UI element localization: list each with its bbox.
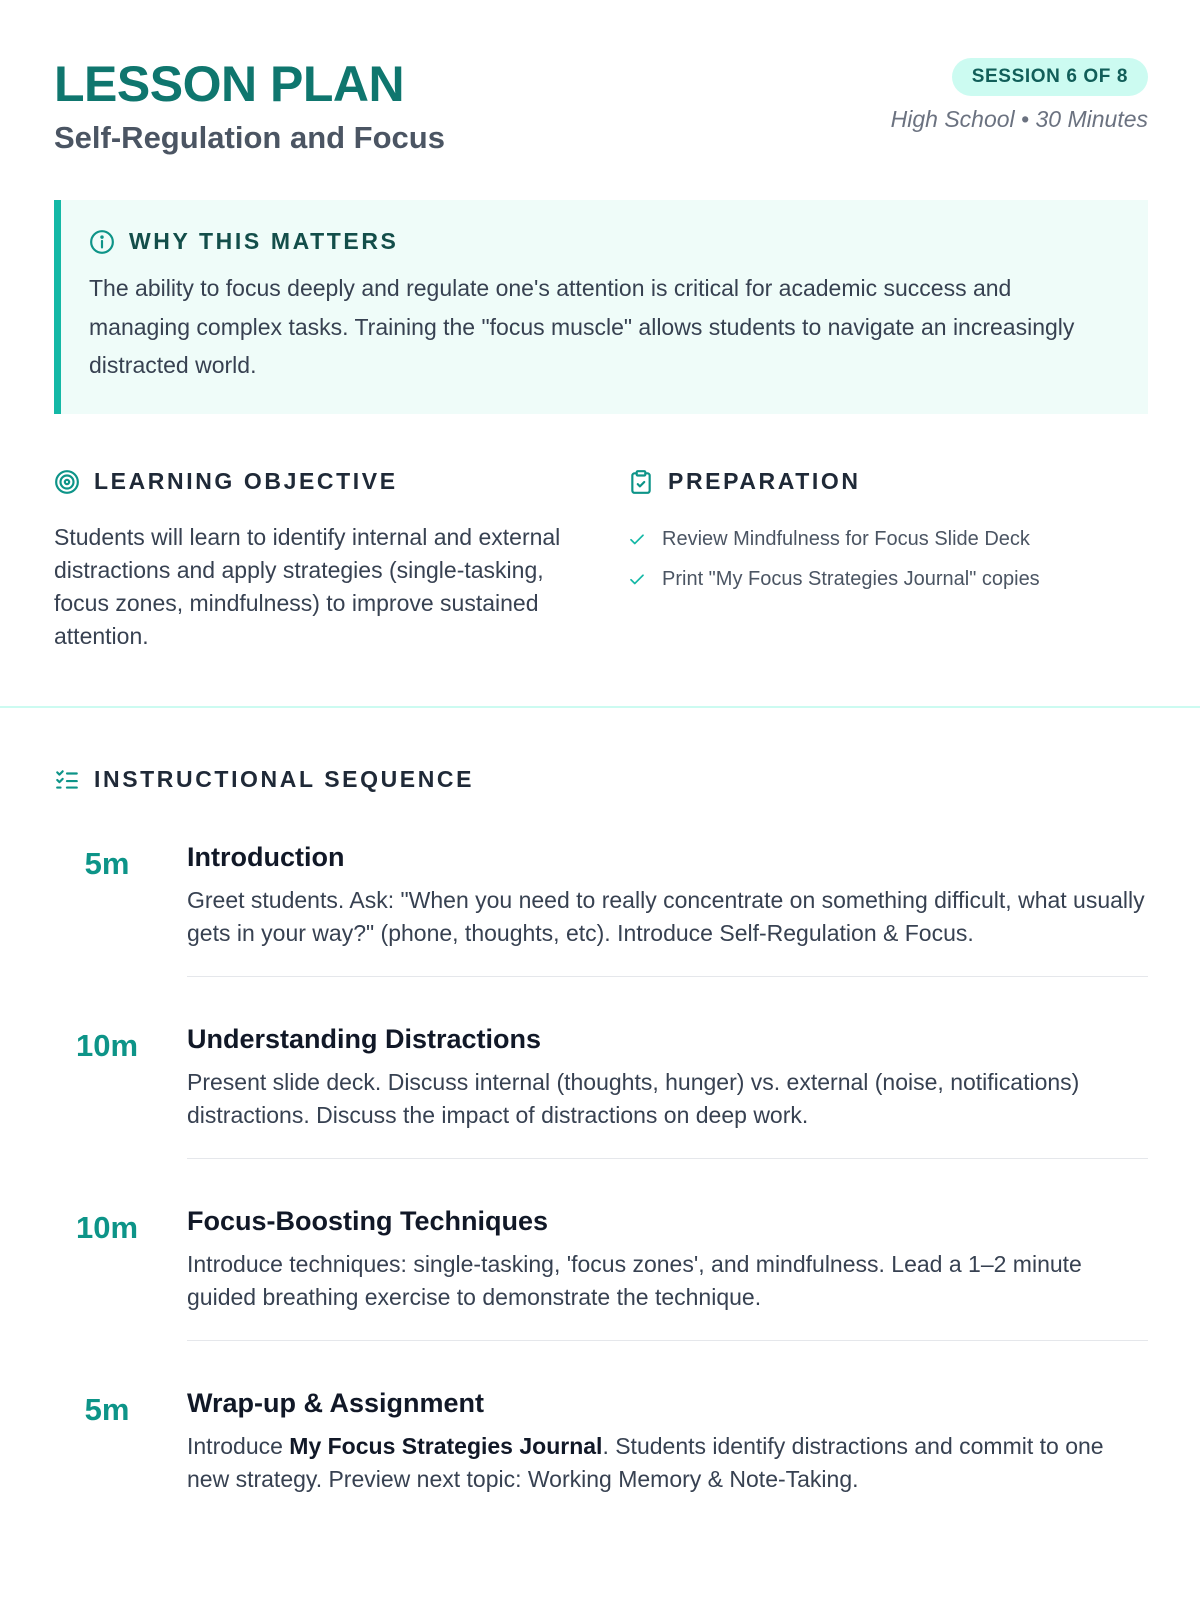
sequence-heading-row [54,766,474,793]
session-badge: SESSION 6 OF 8 [952,58,1148,96]
step-body [187,1204,1148,1314]
step-separator [187,1340,1148,1341]
audience-duration: High School • 30 Minutes [890,106,1148,132]
target-icon [54,469,80,495]
step-title: Introduction [187,842,345,872]
step-duration: 5m [84,846,130,881]
step-description: Present slide deck. Discuss internal (thoughts, hunger) vs. external (noise, notifications) distractions. Discuss the impact of distractions on deep work. [187,1069,1080,1128]
step-separator [187,1158,1148,1159]
sequence-step [54,1022,1148,1204]
step-description: Introduce techniques: single-tasking, 'focus zones', and mindfulness. Lead a 1–2 minute guided breathing exercise to demonstrate the technique. [187,1251,1082,1310]
step-body [187,1386,1148,1496]
objective-heading-row [54,468,574,495]
step-duration: 10m [75,1028,139,1063]
check-icon [628,570,646,588]
preparation-item [628,519,1148,559]
why-this-matters-panel [54,200,1148,414]
clipboard-check-icon [628,469,654,495]
step-duration: 10m [75,1210,139,1245]
step-title: Understanding Distractions [187,1024,542,1054]
preparation-item [628,559,1148,599]
sequence-step [54,1386,1148,1568]
why-heading: WHY THIS MATTERS [129,228,399,254]
preparation-heading-row [628,468,1148,495]
step-title: Wrap-up & Assignment [187,1388,485,1418]
learning-objective-section [54,468,574,653]
objective-heading: LEARNING OBJECTIVE [94,468,398,494]
objective-text: Students will learn to identify internal and external distractions and apply strategies (single-tasking, focus zones, mindfulness) to improve sustained attention. [54,524,561,649]
journal-name: My Focus Strategies Journal [289,1433,603,1459]
header [54,56,1148,166]
step-duration: 5m [84,1392,130,1427]
preparation-section [628,468,1148,599]
preparation-item-label: Review Mindfulness for Focus Slide Deck [662,528,1030,550]
checklist-icon [54,767,80,793]
step-title: Focus-Boosting Techniques [187,1206,549,1236]
check-icon [628,530,646,548]
step-description: Greet students. Ask: "When you need to really concentrate on something difficult, what usually gets in your way?" (phone, thoughts, etc). Introduce Self-Regulation & Focus. [187,887,1145,946]
step-body [187,1022,1148,1132]
preparation-heading: PREPARATION [668,468,861,494]
sequence-heading: INSTRUCTIONAL SEQUENCE [94,766,475,792]
preparation-list [628,519,1148,599]
step-body [187,840,1148,950]
sequence-step [54,1204,1148,1386]
step-description-text: Introduce [187,1433,290,1459]
sequence-step [54,840,1148,1022]
step-separator [187,976,1148,977]
info-icon [89,229,115,255]
session-meta [891,58,1148,133]
step-description [187,1430,1148,1496]
section-divider [0,706,1200,708]
why-heading-row [89,228,1118,255]
step-description-text: . Students identify distractions and commit to one new strategy. Preview next topic: Working Memory & Note-Taking. [187,1433,1104,1492]
preparation-item-label: Print "My Focus Strategies Journal" copies [662,568,1040,590]
page-subtitle: Self-Regulation and Focus [54,120,445,155]
why-text: The ability to focus deeply and regulate one's attention is critical for academic success and managing complex tasks. Training the "focus muscle" allows students to navigate an increasingly distracted world. [89,275,1075,378]
instructional-steps [54,840,1148,1568]
page-title: LESSON PLAN [54,56,405,112]
